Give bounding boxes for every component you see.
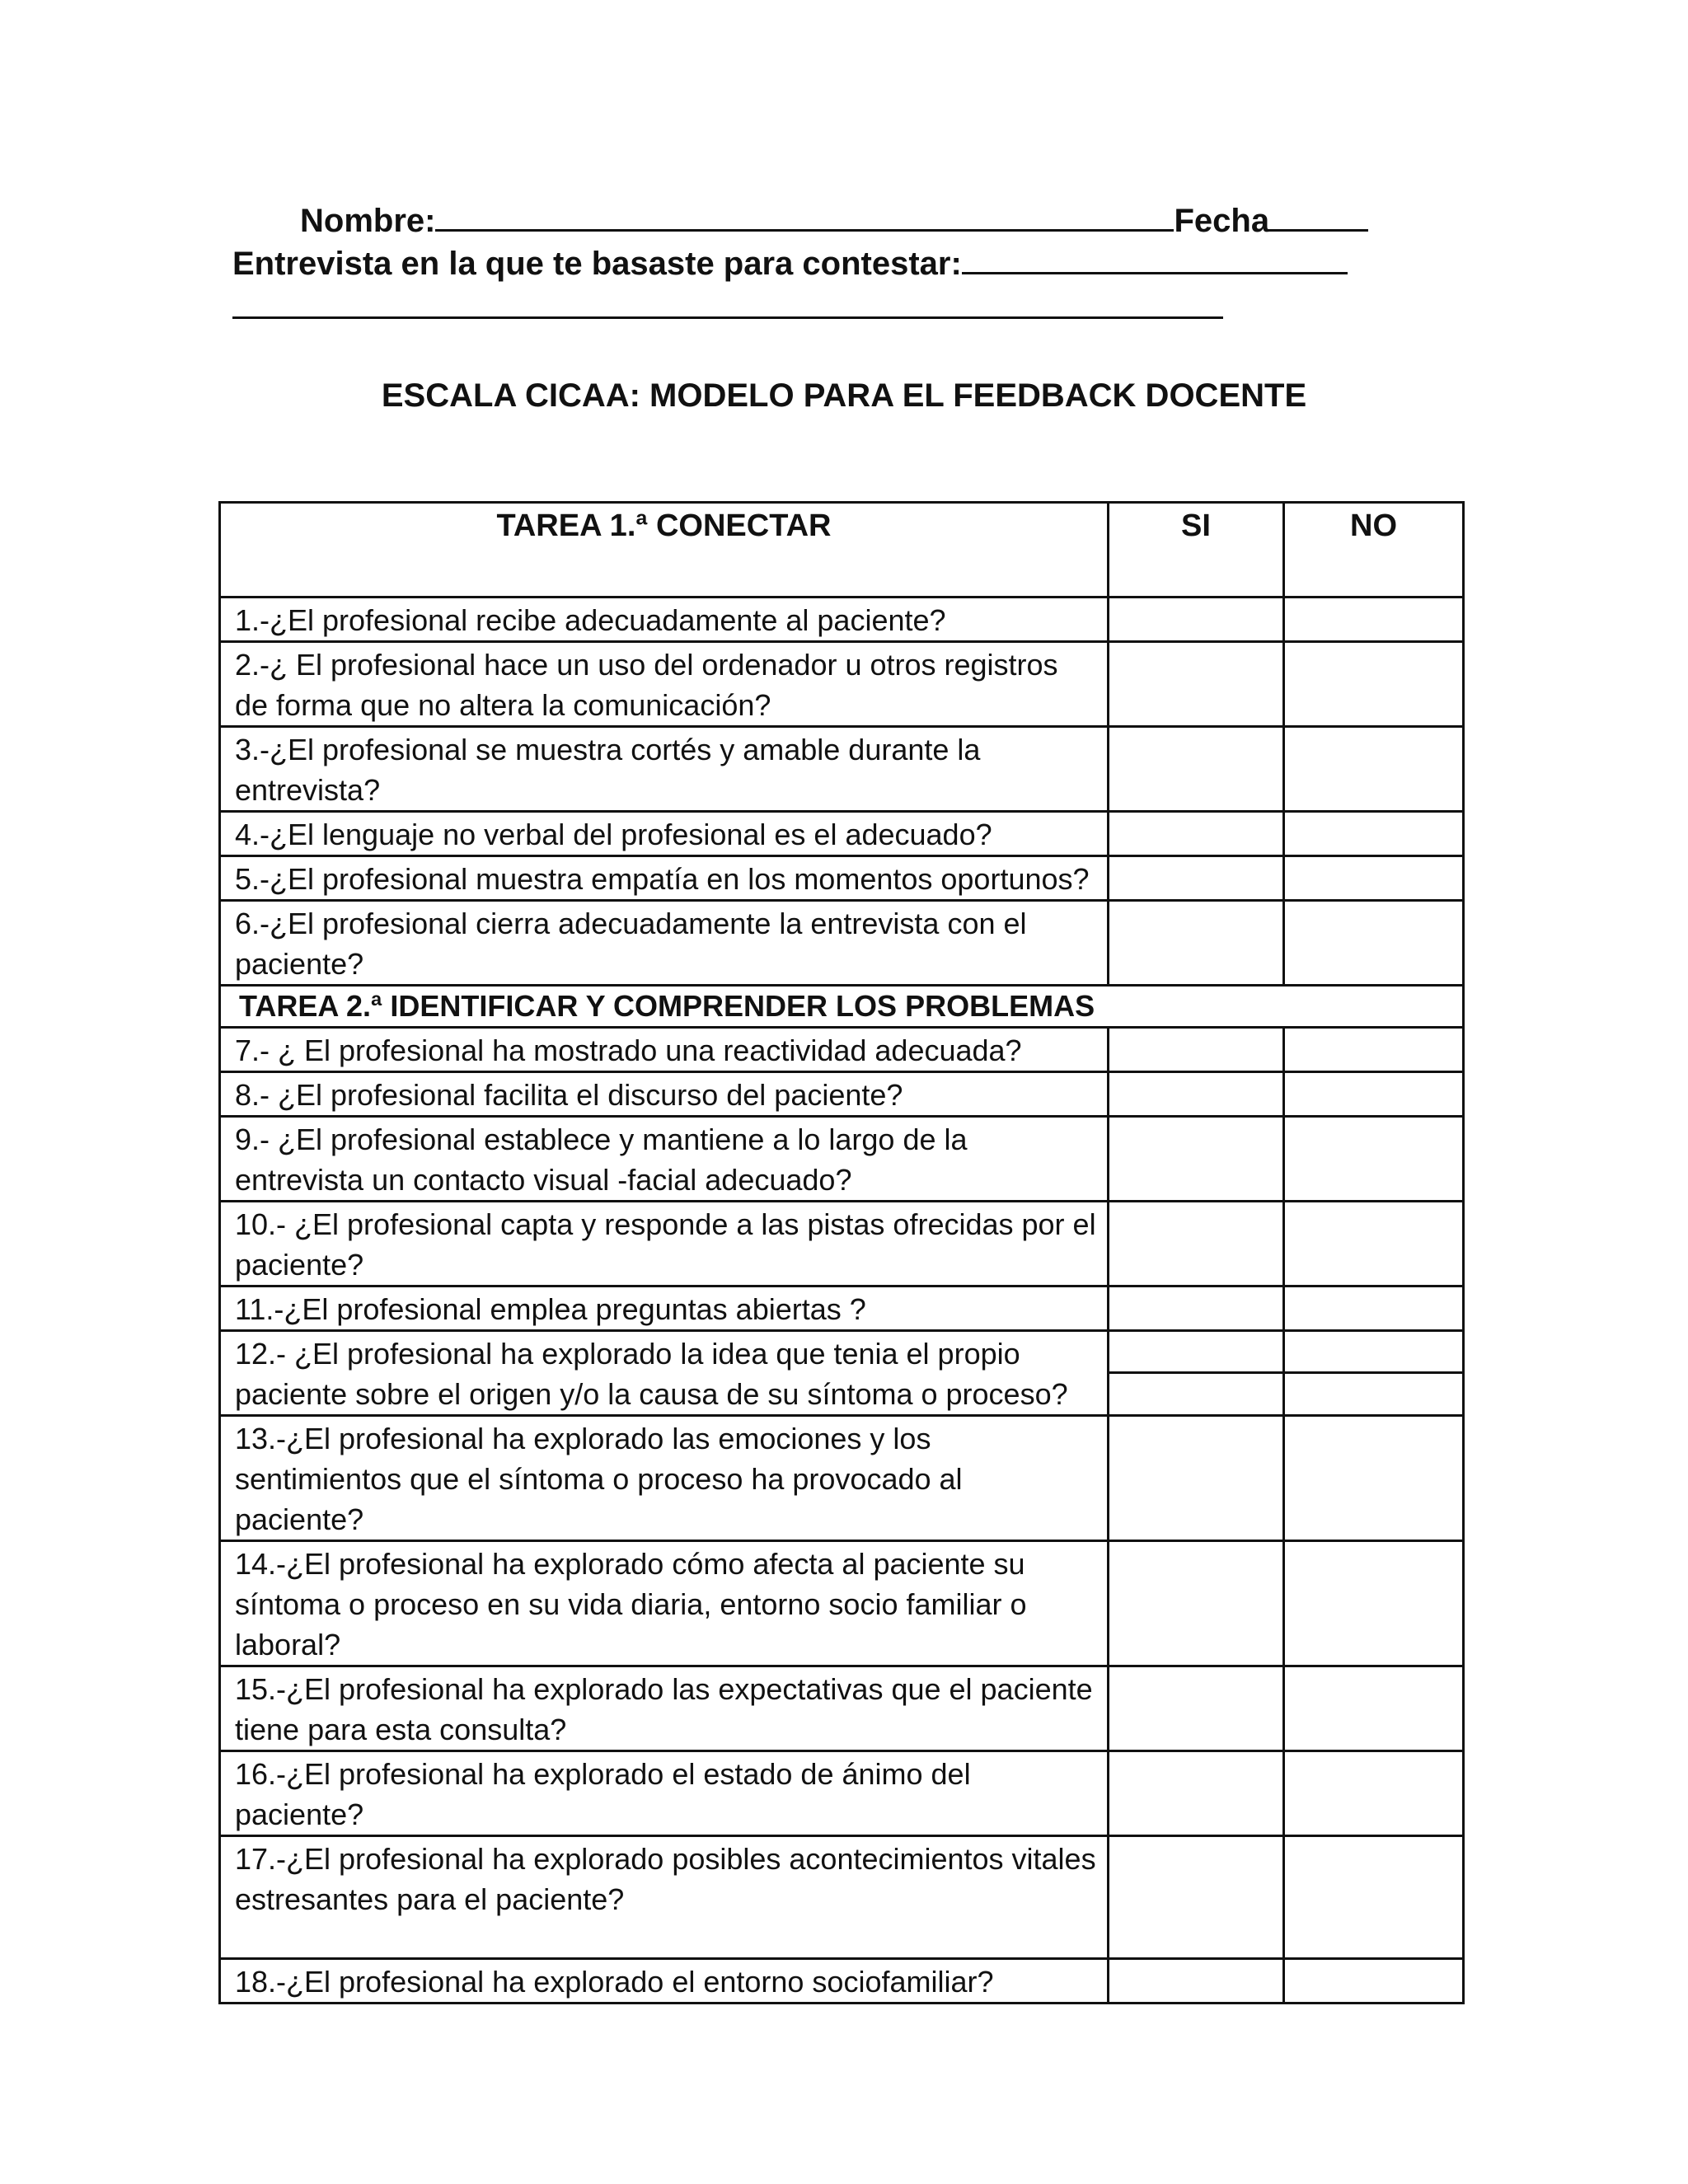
answer-si-cell[interactable] — [1109, 1372, 1284, 1415]
answer-no-cell[interactable] — [1284, 727, 1464, 812]
answer-no-cell[interactable] — [1284, 1286, 1464, 1331]
answer-si-cell[interactable] — [1109, 1959, 1284, 2004]
answer-si-cell[interactable] — [1109, 642, 1284, 727]
question-12: 12.- ¿El profesional ha explorado la idea que tenia el propio paciente sobre el origen y/o la causa de su síntoma o proceso? — [220, 1331, 1109, 1416]
table-row — [220, 1751, 1464, 1836]
answer-no-cell[interactable] — [1284, 1836, 1464, 1959]
section-2-header: TAREA 2.ª IDENTIFICAR Y COMPRENDER LOS PROBLEMAS — [220, 986, 1464, 1028]
answer-si-cell[interactable] — [1109, 812, 1284, 856]
question-3: 3.-¿El profesional se muestra cortés y amable durante la entrevista? — [220, 727, 1109, 812]
question-1: 1.-¿El profesional recibe adecuadamente al paciente? — [220, 598, 1109, 642]
table-row — [220, 1959, 1464, 2004]
page-title: ESCALA CICAA: MODELO PARA EL FEEDBACK DOCENTE — [381, 377, 1307, 414]
table-row — [220, 1072, 1464, 1117]
answer-no-cell[interactable] — [1284, 1372, 1464, 1415]
answer-no-cell[interactable] — [1284, 642, 1464, 727]
answer-si-cell[interactable] — [1109, 901, 1284, 986]
answer-si-cell[interactable] — [1109, 598, 1284, 642]
question-11: 11.-¿El profesional emplea preguntas abiertas ? — [220, 1286, 1109, 1331]
table-row — [220, 856, 1464, 901]
question-2: 2.-¿ El profesional hace un uso del ordenador u otros registros de forma que no altera la comunicación? — [220, 642, 1109, 727]
answer-no-cell[interactable] — [1284, 1117, 1464, 1202]
column-si-header: SI — [1109, 503, 1284, 598]
question-10: 10.- ¿El profesional capta y responde a las pistas ofrecidas por el paciente? — [220, 1202, 1109, 1286]
answer-si-cell[interactable] — [1109, 1416, 1284, 1541]
question-9: 9.- ¿El profesional establece y mantiene a lo largo de la entrevista un contacto visual -facial adecuado? — [220, 1117, 1109, 1202]
question-4: 4.-¿El lenguaje no verbal del profesional es el adecuado? — [220, 812, 1109, 856]
table-header-row — [220, 503, 1464, 598]
table-row — [220, 1202, 1464, 1286]
question-7: 7.- ¿ El profesional ha mostrado una reactividad adecuada? — [220, 1028, 1109, 1072]
answer-si-cell[interactable] — [1109, 1202, 1284, 1286]
question-15: 15.-¿El profesional ha explorado las expectativas que el paciente tiene para esta consulta? — [220, 1666, 1109, 1751]
question-5: 5.-¿El profesional muestra empatía en los momentos oportunos? — [220, 856, 1109, 901]
answer-si-cell[interactable] — [1109, 856, 1284, 901]
nombre-blank[interactable] — [435, 198, 1174, 232]
table-row — [220, 1836, 1464, 1959]
question-13: 13.-¿El profesional ha explorado las emociones y los sentimientos que el síntoma o proceso ha provocado al paciente? — [220, 1416, 1109, 1541]
answer-si-cell[interactable] — [1109, 727, 1284, 812]
answer-si-cell[interactable] — [1109, 1028, 1284, 1072]
answer-si-cell[interactable] — [1109, 1751, 1284, 1836]
answer-si-cell[interactable] — [1109, 1331, 1284, 1373]
table-row — [220, 1666, 1464, 1751]
table-row — [220, 1028, 1464, 1072]
entrevista-blank-line — [232, 285, 1223, 328]
table-row — [220, 1331, 1464, 1373]
question-8: 8.- ¿El profesional facilita el discurso del paciente? — [220, 1072, 1109, 1117]
fecha-blank[interactable] — [1269, 198, 1368, 232]
answer-si-cell[interactable] — [1109, 1286, 1284, 1331]
answer-si-cell[interactable] — [1109, 1072, 1284, 1117]
answer-no-cell[interactable] — [1284, 901, 1464, 986]
question-14: 14.-¿El profesional ha explorado cómo afecta al paciente su síntoma o proceso en su vida diaria, entorno socio familiar o laboral? — [220, 1541, 1109, 1666]
question-16: 16.-¿El profesional ha explorado el estado de ánimo del paciente? — [220, 1751, 1109, 1836]
table-row — [220, 1416, 1464, 1541]
table-row — [220, 1541, 1464, 1666]
answer-no-cell[interactable] — [1284, 1751, 1464, 1836]
answer-si-cell[interactable] — [1109, 1117, 1284, 1202]
entrevista-label: Entrevista en la que te basaste para contestar: — [232, 246, 962, 282]
table-row — [220, 901, 1464, 986]
answer-no-cell[interactable] — [1284, 1666, 1464, 1751]
column-no-header: NO — [1284, 503, 1464, 598]
answer-no-cell[interactable] — [1284, 1202, 1464, 1286]
answer-no-cell[interactable] — [1284, 1028, 1464, 1072]
question-6: 6.-¿El profesional cierra adecuadamente la entrevista con el paciente? — [220, 901, 1109, 986]
table-row — [220, 598, 1464, 642]
entrevista-blank[interactable] — [962, 241, 1348, 274]
entrevista-blank-2[interactable] — [232, 285, 1223, 319]
answer-no-cell[interactable] — [1284, 856, 1464, 901]
question-17: 17.-¿El profesional ha explorado posibles acontecimientos vitales estresantes para el paciente? — [220, 1836, 1109, 1959]
answer-no-cell[interactable] — [1284, 812, 1464, 856]
nombre-label: Nombre: — [300, 203, 436, 239]
nombre-line — [300, 198, 1368, 241]
table-row — [220, 812, 1464, 856]
table-row — [220, 1286, 1464, 1331]
answer-si-cell[interactable] — [1109, 1666, 1284, 1751]
cicaa-scale-table — [218, 501, 1465, 2004]
table-row — [220, 642, 1464, 727]
entrevista-line — [232, 241, 1348, 284]
answer-no-cell[interactable] — [1284, 1959, 1464, 2004]
answer-no-cell[interactable] — [1284, 598, 1464, 642]
section-row — [220, 986, 1464, 1028]
answer-si-cell[interactable] — [1109, 1541, 1284, 1666]
table-row — [220, 727, 1464, 812]
table-row — [220, 1117, 1464, 1202]
answer-no-cell[interactable] — [1284, 1416, 1464, 1541]
answer-no-cell[interactable] — [1284, 1072, 1464, 1117]
question-18: 18.-¿El profesional ha explorado el entorno sociofamiliar? — [220, 1959, 1109, 2004]
answer-si-cell[interactable] — [1109, 1836, 1284, 1959]
fecha-label: Fecha — [1174, 203, 1270, 239]
section-1-header: TAREA 1.ª CONECTAR — [220, 503, 1109, 598]
answer-no-cell[interactable] — [1284, 1331, 1464, 1373]
answer-no-cell[interactable] — [1284, 1541, 1464, 1666]
